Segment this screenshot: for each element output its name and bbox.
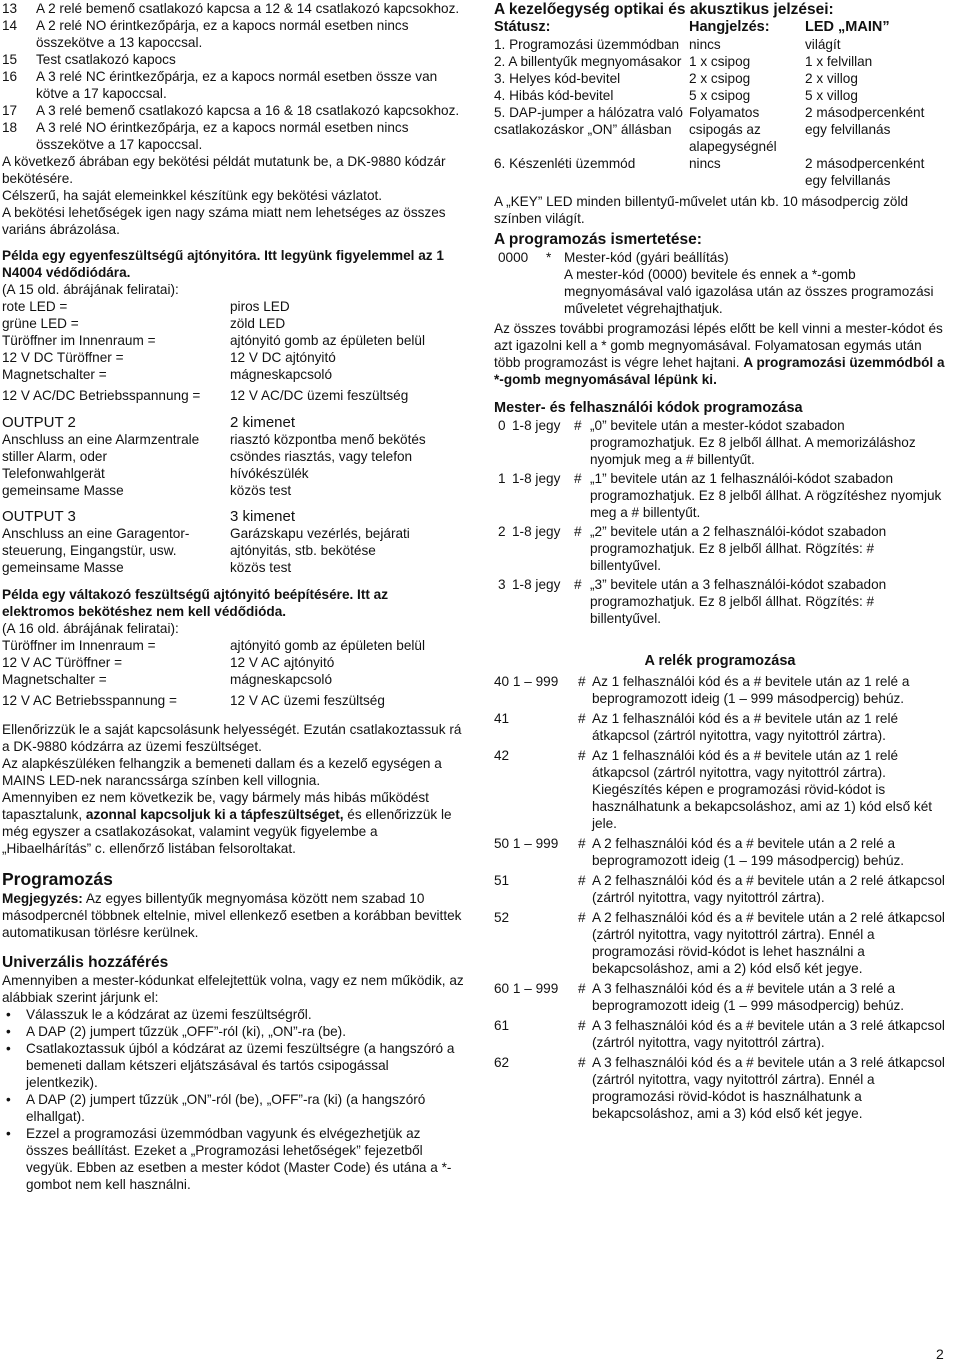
intro-paragraph: Célszerű, ha saját elemeinkkel készítünk egy bekötési vázlatot. xyxy=(2,188,383,203)
label-de: rote LED = xyxy=(2,299,68,314)
relay-text: A 3 felhasználói kód és a # bevitele után a 3 relé átkapcsol (zártról nyitottra, vagy nyitottról zártra). xyxy=(592,1018,945,1050)
terminal-item xyxy=(2,0,464,17)
codes-list xyxy=(494,417,946,627)
label-hu: hívókészülék xyxy=(230,466,309,481)
sound-cell: nincs xyxy=(689,156,721,171)
label-de: Türöffner im Innenraum = xyxy=(2,333,156,348)
universal-steps xyxy=(2,1006,464,1193)
status-cell: 3. Helyes kód-bevitel xyxy=(494,71,621,86)
relay-code: 62 xyxy=(494,1055,510,1070)
label-de: 12 V AC/DC Betriebsspannung = xyxy=(2,388,201,403)
label-de: Telefonwahlgerät xyxy=(2,466,105,481)
check-text: és ellenőrizzük le még egyszer a csatlakozásokat, valamint vegyük figyelembe a „Hibaelhárítás” c. ellenőrző listában felsoroltakat. xyxy=(2,807,452,856)
terminal-number: 17 xyxy=(2,103,18,118)
terminal-list xyxy=(2,0,464,153)
relay-code: 51 xyxy=(494,873,510,888)
terminal-item xyxy=(2,51,464,68)
relay-hash: # xyxy=(578,836,586,851)
relay-hash: # xyxy=(578,711,586,726)
master-code-star: * xyxy=(546,250,552,265)
example1-labels xyxy=(2,298,464,404)
relay-item xyxy=(494,980,946,1014)
master-code-value: 0000 xyxy=(498,250,529,265)
master-code-text: A mester-kód (0000) bevitele és ennek a *-gomb megnyomásával való igazolása után az összes programozási műveletet végrehajthatjuk. xyxy=(564,267,934,316)
example1-title: Példa egy egyenfeszültségű ajtónyitóra. Itt legyünk figyelemmel az 1 N4004 védődiódára. xyxy=(2,248,444,280)
note-label: Megjegyzés: xyxy=(2,891,83,906)
code-hash: # xyxy=(574,418,582,433)
label-de: OUTPUT 2 xyxy=(2,414,76,431)
label-de: OUTPUT 3 xyxy=(2,508,76,525)
relay-text: Az 1 felhasználói kód és a # bevitele után az 1 relé a beprogramozott ideig (1 – 999 másodpercig) behúz. xyxy=(592,674,910,706)
status-cell: 5. DAP-jumper a hálózatra való csatlakozáskor „ON” állásban xyxy=(494,105,683,137)
relay-text: A 2 felhasználói kód és a # bevitele után a 2 relé átkapcsol (zártról nyitottra, vagy nyitottról zártra). Ennél a programozási rövid-kódot is lehet használni a bekapcsoláshoz, ami a 2) kód első két jegye. xyxy=(592,910,945,976)
step-item: • Válasszuk le a kódzárat az üzemi feszültségről. xyxy=(2,1006,464,1023)
label-de: grüne LED = xyxy=(2,316,79,331)
step-item: • A DAP (2) jumpert tűzzük „OFF”-ról (ki), „ON”-ra (be). xyxy=(2,1023,464,1040)
all-steps-paragraph xyxy=(494,320,946,388)
label-hu: csöndes riasztás, vagy telefon xyxy=(230,449,413,464)
relay-code: 52 xyxy=(494,910,510,925)
column-header: Hangjelzés: xyxy=(689,19,770,35)
label-hu: Garázskapu vezérlés, bejárati xyxy=(230,526,410,541)
terminal-number: 16 xyxy=(2,69,18,84)
code-hash: # xyxy=(574,471,582,486)
code-item xyxy=(494,470,946,521)
code-hash: # xyxy=(574,577,582,592)
led-cell: 2 másodpercenként egy felvillanás xyxy=(805,156,925,188)
label-de: steuerung, Eingangstür, usw. xyxy=(2,543,177,558)
example2-title: Példa egy váltakozó feszültségű ajtónyitó beépítésére. Itt az elektromos bekötéshez nem kell védődióda. xyxy=(2,587,389,619)
example2-ref: (A 16 old. ábrájának feliratai): xyxy=(2,621,179,636)
terminal-item xyxy=(2,68,464,102)
relay-hash: # xyxy=(578,1055,586,1070)
relay-hash: # xyxy=(578,1018,586,1033)
label-de: gemeinsame Masse xyxy=(2,483,124,498)
codes-heading: Mester- és felhasználói kódok programozása xyxy=(494,400,803,416)
sound-cell: Folyamatos csipogás az alapegységnél xyxy=(689,105,777,154)
code-item xyxy=(494,523,946,574)
code-text: „3” bevitele után a 3 felhasználói-kódot szabadon programozhatjuk. Ez 8 jelből állhat. Rögzítés: # billentyűvel. xyxy=(590,577,887,626)
relays-heading: A relék programozása xyxy=(644,653,796,669)
check-paragraph: Az alapkészüléken felhangzik a bemeneti dallam és a kezelő egységen a MAINS LED-nek narancssárga színben kell villognia. xyxy=(2,756,442,788)
output3-labels xyxy=(2,508,464,576)
terminal-item xyxy=(2,119,464,153)
label-hu: 12 V AC/DC üzemi feszültség xyxy=(230,388,409,403)
code-num: 0 xyxy=(498,418,506,433)
relay-item xyxy=(494,1017,946,1051)
relay-item xyxy=(494,673,946,707)
key-led-note: A „KEY” LED minden billentyű-művelet után kb. 10 másodpercig zöld színben világít. xyxy=(494,194,909,226)
sound-cell: nincs xyxy=(689,37,721,52)
relay-code: 42 xyxy=(494,748,510,763)
note-text: Az egyes billentyűk megnyomása között nem szabad 10 másodpercnél többnek eltelnie, mivel ellenkező esetben a korábban bevittek automatikusan törlésre kerülnek. xyxy=(2,891,462,940)
label-de: Türöffner im Innenraum = xyxy=(2,638,156,653)
step-item: • Ezzel a programozási üzemmódban vagyunk és elvégezhetjük az összes beállítást. Ezeket a „Programozási lehetőségek” fejezetből vegyük. Ebben az esetben a mester kódot (Master Code) és utána a *-gombot nem kell használni. xyxy=(2,1125,464,1193)
relay-text: A 2 felhasználói kód és a # bevitele után a 2 relé átkapcsol (zártról nyitottra, vagy nyitottról zártra). xyxy=(592,873,945,905)
terminal-item xyxy=(2,17,464,51)
code-hash: # xyxy=(574,524,582,539)
master-code-label: Mester-kód (gyári beállítás) xyxy=(564,250,729,265)
code-text: „0” bevitele után a mester-kódot szabadon programozhatjuk. Ez 8 jelből állhat. A memorizáláshoz nyomjuk meg a # billentyűt. xyxy=(590,418,916,467)
led-cell: világít xyxy=(805,37,841,52)
label-hu: mágneskapcsoló xyxy=(230,672,333,687)
status-cell: 6. Készenléti üzemmód xyxy=(494,156,636,171)
sound-cell: 1 x csipog xyxy=(689,54,751,69)
label-hu: piros LED xyxy=(230,299,290,314)
code-num: 1 xyxy=(498,471,506,486)
led-cell: 2 x villog xyxy=(805,71,858,86)
relay-item xyxy=(494,909,946,977)
relay-hash: # xyxy=(578,748,586,763)
relay-item xyxy=(494,872,946,906)
relays-list xyxy=(494,673,946,1122)
relay-text: Az 1 felhasználói kód és a # bevitele után az 1 relé átkapcsol (zártról nyitottra, vagy nyitottról zártra). Kiegészítés képen e programozási rövid-kódot is használhatunk a bekapcsoláshoz, ami az 1) kód első két jele. xyxy=(592,748,933,831)
code-digits: 1-8 jegy xyxy=(512,577,561,592)
code-text: „2” bevitele után a 2 felhasználói-kódot szabadon programozhatjuk. Ez 8 jelből állhat. Rögzítés: # billentyűvel. xyxy=(590,524,887,573)
relay-item xyxy=(494,835,946,869)
check-text: Amennyiben ez nem következik be, vagy bármely más hibás működést tapasztalunk, xyxy=(2,790,429,822)
check-paragraph xyxy=(2,789,464,857)
relay-item xyxy=(494,747,946,832)
label-de: Magnetschalter = xyxy=(2,367,107,382)
code-num: 3 xyxy=(498,577,506,592)
signals-heading: A kezelőegység optikai és akusztikus jelzései: xyxy=(494,1,834,18)
code-digits: 1-8 jegy xyxy=(512,471,561,486)
programming-note xyxy=(2,890,464,941)
universal-paragraph: Amennyiben a mester-kódunkat elfelejtettük volna, vagy ez nem működik, az alábbiak szerint járjunk el: xyxy=(2,973,464,1005)
label-hu: riasztó központba menő bekötés xyxy=(230,432,426,447)
left-column xyxy=(2,0,464,1193)
code-digits: 1-8 jegy xyxy=(512,524,561,539)
label-hu: 12 V DC ajtónyitó xyxy=(230,350,336,365)
terminal-number: 14 xyxy=(2,18,18,33)
universal-heading: Univerzális hozzáférés xyxy=(2,954,169,971)
relay-item xyxy=(494,710,946,744)
code-item xyxy=(494,417,946,468)
label-hu: közös test xyxy=(230,483,292,498)
label-hu: ajtónyitás, stb. bekötése xyxy=(230,543,376,558)
relay-code: 41 xyxy=(494,711,510,726)
step-item: • Csatlakoztassuk újból a kódzárat az üzemi feszültségre (a hangszóró a bemeneti dallam kétszeri eljátszásával és tartós csipogással jelentkezik). xyxy=(2,1040,464,1091)
code-num: 2 xyxy=(498,524,506,539)
relay-hash: # xyxy=(578,873,586,888)
label-hu: mágneskapcsoló xyxy=(230,367,333,382)
programming-heading: Programozás xyxy=(2,869,113,889)
label-de: Anschluss an eine Alarmzentrale xyxy=(2,432,200,447)
label-hu: ajtónyitó gomb az épületen belül xyxy=(230,638,425,653)
programming-desc-heading: A programozás ismertetése: xyxy=(494,231,702,248)
terminal-text: A 3 relé NO érintkezőpárja, ez a kapocs normál esetben nincs összekötve a 17 kapoccsal. xyxy=(36,120,409,152)
code-item xyxy=(494,576,946,627)
terminal-number: 18 xyxy=(2,120,18,135)
example2-labels xyxy=(2,637,464,709)
right-column xyxy=(494,0,946,1122)
relay-text: Az 1 felhasználói kód és a # bevitele után az 1 relé átkapcsol (zártról nyitottra, vagy nyitottról zártra). xyxy=(592,711,899,743)
sound-cell: 5 x csipog xyxy=(689,88,751,103)
label-hu: 2 kimenet xyxy=(230,414,296,431)
signals-table xyxy=(494,19,946,189)
terminal-number: 13 xyxy=(2,1,18,16)
terminal-text: A 3 relé NC érintkezőpárja, ez a kapocs normál esetben össze van kötve a 17 kapoccsal. xyxy=(36,69,438,101)
master-code-entry xyxy=(494,249,946,266)
steps-text: Az összes további programozási lépés előtt be kell vinni a mester-kódot és azt igazolni kell a * gomb megnyomásával. Folyamatosan egymás után több programozást is végre lehet hajtani. xyxy=(494,321,943,370)
relay-text: A 2 felhasználói kód és a # bevitele után a 2 relé a beprogramozott ideig (1 – 199 másodpercig) behúz. xyxy=(592,836,905,868)
check-paragraph: Ellenőrizzük le a saját kapcsolásunk helyességét. Ezután csatlakoztassuk rá a DK-9880 kódzárra az üzemi feszültséget. xyxy=(2,722,462,754)
status-cell: 1. Programozási üzemmódban xyxy=(494,37,680,52)
label-de: 12 V AC Türöffner = xyxy=(2,655,123,670)
label-de: 12 V DC Türöffner = xyxy=(2,350,124,365)
label-de: gemeinsame Masse xyxy=(2,560,124,575)
sound-cell: 2 x csipog xyxy=(689,71,751,86)
terminal-text: A 3 relé bemenő csatlakozó kapcsa a 16 & 18 csatlakozó kapcsokhoz. xyxy=(36,103,460,118)
relay-text: A 3 felhasználói kód és a # bevitele után a 3 relé a beprogramozott ideig (1 – 999 másodpercig) behúz. xyxy=(592,981,905,1013)
relay-text: A 3 felhasználói kód és a # bevitele után a 3 relé átkapcsol (zártról nyitottra, vagy nyitottról zártra). Ennél a programozási rövid-kódot is használhatunk a bekapcsoláshoz, ami a 3) kód első két jegye. xyxy=(592,1055,945,1121)
intro-paragraph: A következő ábrában egy bekötési példát mutatunk be, a DK-9880 kódzár bekötésére. xyxy=(2,154,446,186)
label-de: 12 V AC Betriebsspannung = xyxy=(2,693,177,708)
status-cell: 4. Hibás kód-bevitel xyxy=(494,88,614,103)
example1-ref: (A 15 old. ábrájának feliratai): xyxy=(2,282,179,297)
label-hu: ajtónyitó gomb az épületen belül xyxy=(230,333,425,348)
terminal-number: 15 xyxy=(2,52,18,67)
label-hu: 12 V AC üzemi feszültség xyxy=(230,693,385,708)
relay-hash: # xyxy=(578,674,586,689)
label-de: stiller Alarm, oder xyxy=(2,449,108,464)
output2-labels xyxy=(2,414,464,499)
steps-exit-text: A programozási üzemmódból a *-gomb megnyomásával lépünk ki. xyxy=(494,355,945,387)
terminal-text: A 2 relé bemenő csatlakozó kapcsa a 12 & 14 csatlakozó kapcsokhoz. xyxy=(36,1,460,16)
relay-item xyxy=(494,1054,946,1122)
relay-code: 40 1 – 999 xyxy=(494,674,559,689)
terminal-item xyxy=(2,102,464,119)
label-hu: közös test xyxy=(230,560,292,575)
label-hu: 12 V AC ajtónyitó xyxy=(230,655,335,670)
led-cell: 1 x felvillan xyxy=(805,54,873,69)
relay-hash: # xyxy=(578,981,586,996)
label-de: Magnetschalter = xyxy=(2,672,107,687)
relay-code: 50 1 – 999 xyxy=(494,836,559,851)
terminal-text: Test csatlakozó kapocs xyxy=(36,52,176,67)
column-header: LED „MAIN” xyxy=(805,19,890,35)
check-warning: azonnal kapcsoljuk ki a tápfeszültséget, xyxy=(85,807,344,822)
label-hu: 3 kimenet xyxy=(230,508,296,525)
led-cell: 5 x villog xyxy=(805,88,858,103)
status-cell: 2. A billentyűk megnyomásakor xyxy=(494,54,682,69)
label-de: Anschluss an eine Garagentor- xyxy=(2,526,190,541)
code-text: „1” bevitele után az 1 felhasználói-kódot szabadon programozhatjuk. Ez 8 jelből állhat. A rögzítéshez nyomjuk meg a # billentyűt. xyxy=(590,471,942,520)
step-item: • A DAP (2) jumpert tűzzük „ON”-ról (be), „OFF”-ra (ki) (a hangszóró elhallgat). xyxy=(2,1091,464,1125)
relay-code: 60 1 – 999 xyxy=(494,981,559,996)
page-number: 2 xyxy=(936,1346,944,1362)
column-header: Státusz: xyxy=(494,19,551,35)
label-hu: zöld LED xyxy=(230,316,286,331)
relay-code: 61 xyxy=(494,1018,510,1033)
terminal-text: A 2 relé NO érintkezőpárja, ez a kapocs normál esetben nincs összekötve a 13 kapoccsal. xyxy=(36,18,409,50)
led-cell: 2 másodpercenként egy felvillanás xyxy=(805,105,925,137)
relay-hash: # xyxy=(578,910,586,925)
code-digits: 1-8 jegy xyxy=(512,418,561,433)
intro-paragraph: A bekötési lehetőségek igen nagy száma miatt nem lehetséges az összes variáns ábrázolása. xyxy=(2,205,446,237)
